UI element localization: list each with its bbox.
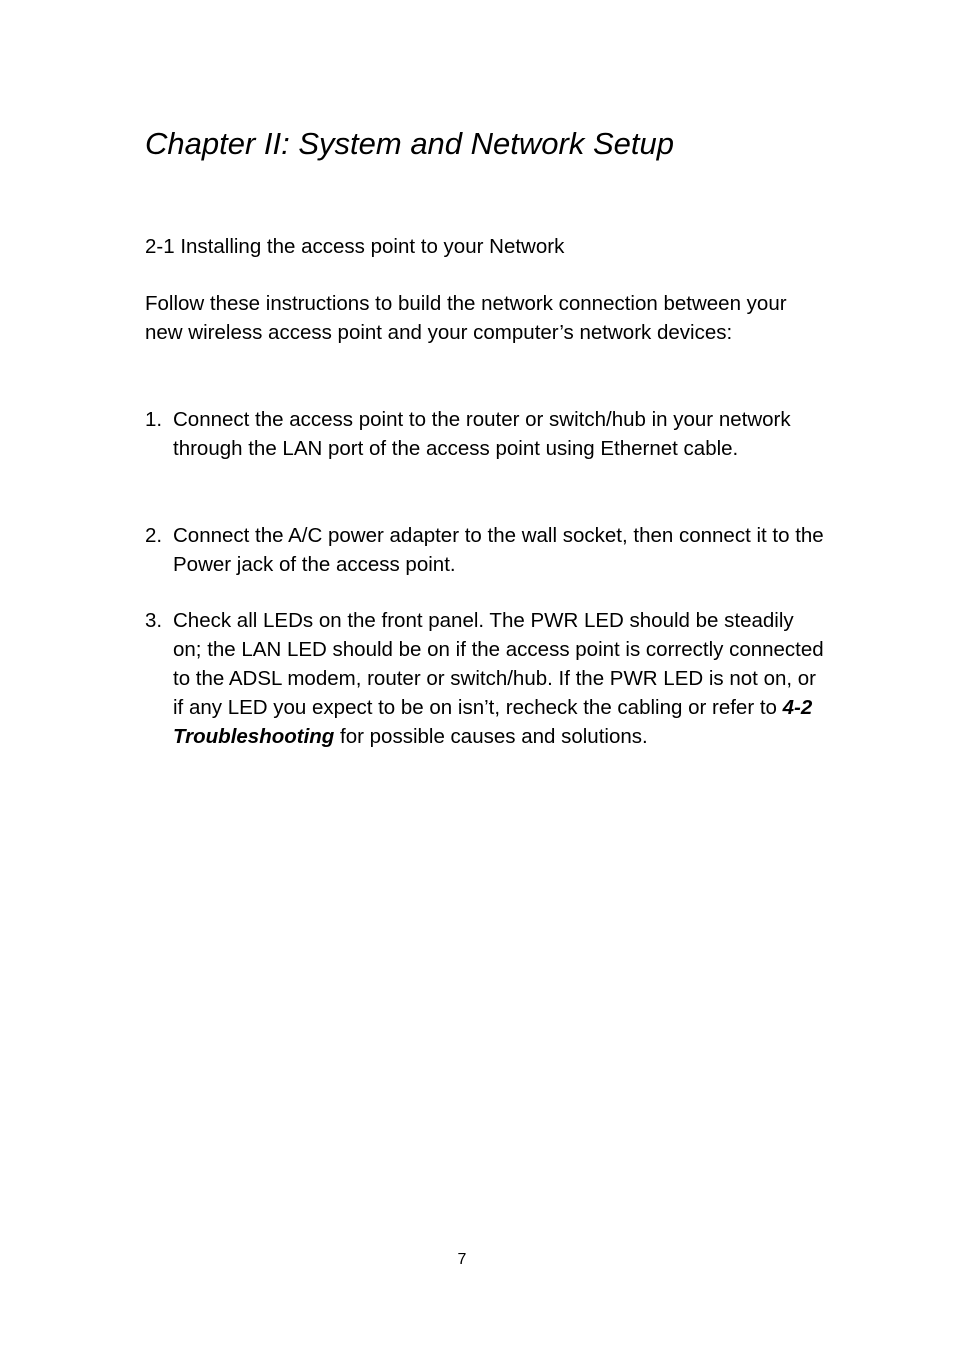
intro-paragraph: Follow these instructions to build the network connection between your new wireless access point and your computer’s network devices: <box>145 292 787 344</box>
step-2 <box>145 521 825 579</box>
troubleshooting-reference: 4-2 Troubleshooting <box>173 696 813 748</box>
section-heading: 2-1 Installing the access point to your Network <box>145 235 565 258</box>
step-text: Connect the access point to the router or switch/hub in your network through the LAN port of the access point using Ethernet cable. <box>173 408 791 460</box>
page-number: 7 <box>457 1251 467 1268</box>
step-number: 3. <box>145 609 163 632</box>
step-number: 1. <box>145 408 163 431</box>
step-text-before-reference: Check all LEDs on the front panel. The PWR LED should be steadily on; the LAN LED should be on if the access point is correctly connected to the ADSL modem, router or switch/hub. If the PWR LED is not on, or if any LED you expect to be on isn’t, recheck the cabling or refer to <box>173 609 824 719</box>
step-text: Connect the A/C power adapter to the wall socket, then connect it to the Power jack of the access point. <box>173 524 824 576</box>
step-number: 2. <box>145 524 163 547</box>
step-text <box>173 606 825 751</box>
step-text-after-reference: for possible causes and solutions. <box>334 725 648 748</box>
step-3 <box>145 606 825 751</box>
step-1 <box>145 405 825 463</box>
chapter-title: Chapter II: System and Network Setup <box>145 126 674 161</box>
